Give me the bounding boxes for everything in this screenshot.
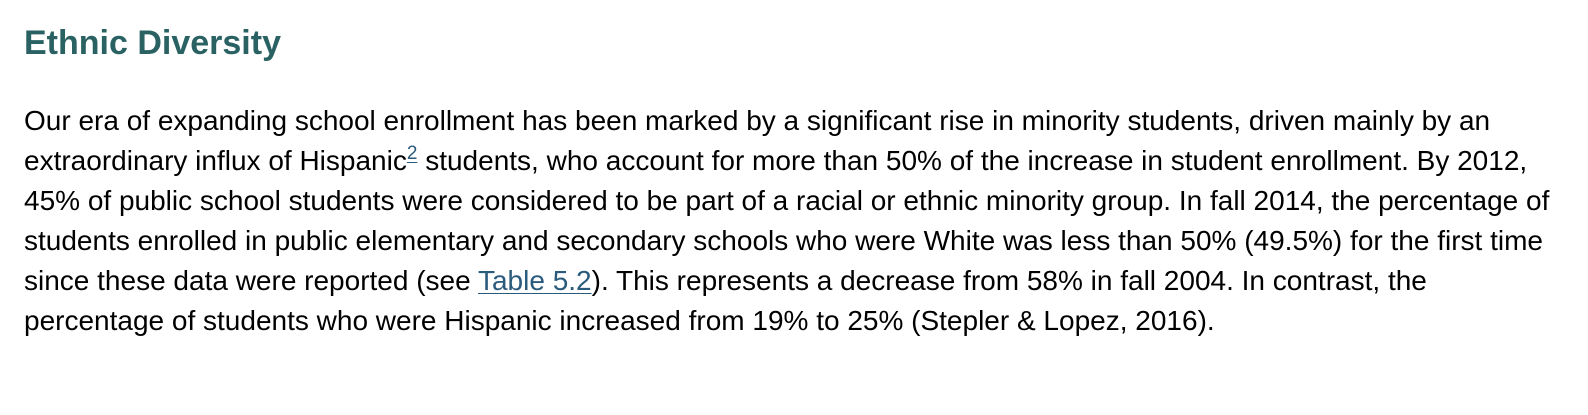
footnote-link[interactable]: 2 [406, 143, 418, 164]
paragraph-text-part-3: ). This represents a decrease from 58% in fall 2004. In contrast, the percentage of students who were Hispanic increased from 19% to 25% (Stepler & Lopez, 2016). [24, 265, 1427, 336]
table-link[interactable]: Table 5.2 [477, 265, 592, 296]
body-paragraph [24, 101, 1569, 341]
paragraph-text-part-1: Our era of expanding school enrollment has been marked by a significant rise in minority students, driven mainly by an extraordinary influx of Hispanic [24, 105, 1491, 176]
paragraph-text-part-2: students, who account for more than 50% of the increase in student enrollment. By 2012, 45% of public school students were considered to be part of a racial or ethnic minority group. In fall 2014, the percentage of students enrolled in public elementary and secondary schools who were White was less than 50% (49.5%) for the first time since these data were reported (see [24, 145, 1550, 296]
section-heading: Ethnic Diversity [24, 24, 281, 62]
